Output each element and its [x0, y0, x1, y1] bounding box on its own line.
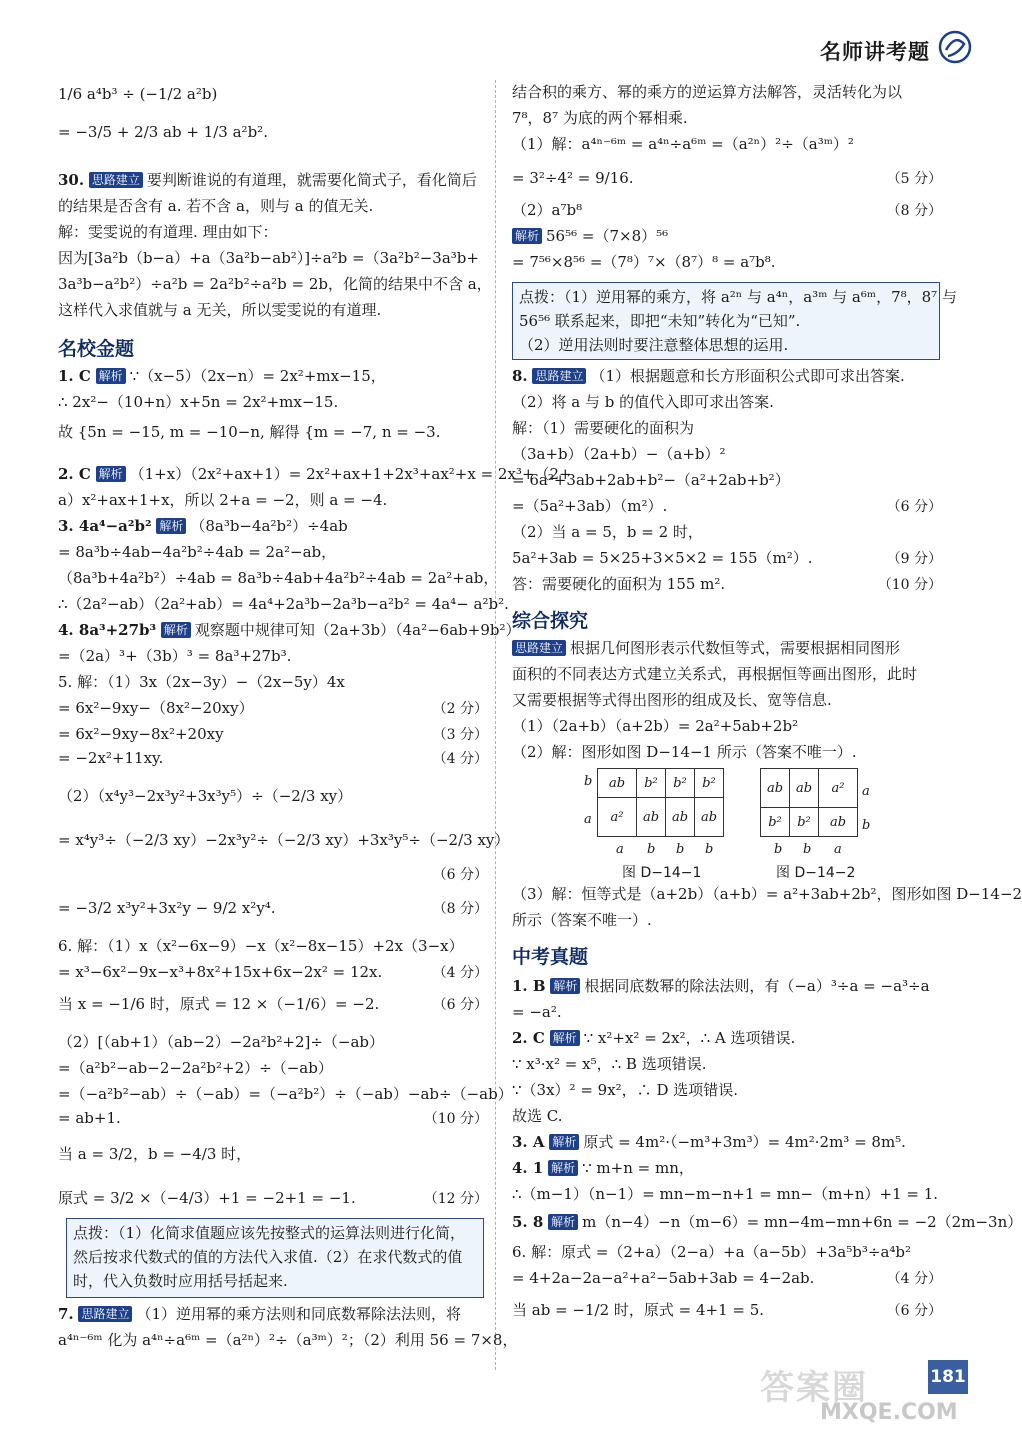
- side-label: b: [803, 842, 812, 857]
- jiexi-tag: 解析: [549, 1134, 579, 1150]
- answer-number: 3. A: [512, 1133, 545, 1151]
- text-line: = x⁴y³÷（−2/3 xy）−2x³y²÷（−2/3 xy）+3x³y⁵÷（−2/3 xy）: [58, 831, 510, 849]
- text: 根据同底数幂的除法法则，有（−a）³÷a = −a³÷a: [584, 977, 930, 995]
- text-line: 6. 解：原式 =（2+a）（2−a）+a（a−5b）+3a⁵b³÷a⁴b²: [512, 1243, 912, 1261]
- text-line: （8a³b+4a²b²）÷4ab = 8a³b÷4ab+4a²b²÷4ab = 2a²+ab，: [58, 569, 499, 587]
- grid-cell: ab: [761, 769, 790, 808]
- jiexi-tag: 解析: [512, 228, 542, 244]
- text-line: = ab+1.: [58, 1109, 121, 1127]
- question-7: [58, 1304, 488, 1324]
- text-line: 故 {5n = −15, m = −10−n, 解得 {m = −7, n = −3.: [58, 423, 441, 441]
- watermark-url: MXQE.COM: [820, 1400, 958, 1425]
- score: （6 分）: [886, 1303, 942, 1319]
- text-line: 又需要根据等式得出图形的组成及长、宽等信息.: [512, 691, 832, 709]
- text-line: 答：需要硬化的面积为 155 m².: [512, 575, 726, 593]
- text-line: = −2x²+11xy.: [58, 749, 164, 767]
- answer-number: 2. C: [58, 465, 91, 483]
- text: ∵ m+n = mn，: [582, 1159, 694, 1177]
- tip-box: [512, 282, 957, 360]
- swirl-logo-icon: [938, 30, 972, 64]
- text-line: （3）解：恒等式是（a+2b）（a+b）= a²+3ab+2b²，图形如图 D−14−2: [512, 885, 1022, 903]
- answer-number: 5. 8: [512, 1213, 544, 1231]
- text-line: 解：雯雯说的有道理. 理由如下：: [58, 223, 278, 241]
- text-line: （2）[（ab+1）（ab−2）−2a²b²+2]÷（−ab）: [58, 1033, 385, 1051]
- text-line: 当 x = −1/6 时，原式 = 12 ×（−1/6）= −2.: [58, 995, 380, 1013]
- text: 56⁵⁶ =（7×8）⁵⁶: [546, 227, 669, 245]
- score: （4 分）: [886, 1271, 942, 1287]
- answer-4: [58, 620, 521, 640]
- section-title-zonghe: 综合探究: [512, 610, 589, 632]
- tip-line: （2）逆用法则时要注意整体思想的运用.: [519, 336, 789, 354]
- jiexi-tag: 解析: [550, 1030, 580, 1046]
- text-line: ∵（3x）² = 9x²，∴ D 选项错误.: [512, 1081, 739, 1099]
- text-line: （2）解：图形如图 D−14−1 所示（答案不唯一）.: [512, 743, 857, 761]
- text-line: 故选 C.: [512, 1107, 563, 1125]
- text-line: 当 ab = −1/2 时，原式 = 4+1 = 5.: [512, 1301, 765, 1319]
- text-line: 因为[3a²b（b−a）+a（3a²b−ab²）]÷a²b =（3a²b²−3a³b+: [58, 249, 479, 267]
- text-line: 解：（1）需要硬化的面积为: [512, 419, 695, 437]
- side-label: b: [647, 842, 656, 857]
- grid-cell: ab: [598, 769, 637, 798]
- text-line: = x³−6x²−9x−x³+8x²+15x+6x−2x² = 12x.: [58, 963, 383, 981]
- score: （8 分）: [432, 901, 488, 917]
- answer-5: [512, 1212, 1022, 1232]
- side-label: a: [834, 842, 842, 857]
- silu-tag: 思路建立: [89, 172, 143, 188]
- area-grid: [760, 768, 858, 837]
- expr-line: 1/6 a⁴b³ ÷ (−1/2 a²b): [58, 85, 218, 103]
- text-line: a）x²+ax+1+x，所以 2+a = −2，则 a = −4.: [58, 491, 388, 509]
- tip-line: 56⁵⁶ 联系起来，即把“未知”转化为“已知”.: [519, 312, 801, 330]
- text: （1+x）（2x²+ax+1）= 2x²+ax+1+2x³+ax²+x = 2x³+（2+: [129, 465, 572, 483]
- answer-number: 1. C: [58, 367, 91, 385]
- text-line: 当 a = 3/2，b = −4/3 时，: [58, 1145, 252, 1163]
- text-line: （3a+b）（2a+b）−（a+b）²: [512, 445, 726, 463]
- text-line: 结合积的乘方、幂的乘方的逆运算方法解答，灵活转化为以: [512, 83, 903, 101]
- answer-number: 2. C: [512, 1029, 545, 1047]
- tip-line: 点拨：（1）化简求值题应该先按整式的运算法则进行化简，: [73, 1224, 466, 1242]
- score: （6 分）: [432, 997, 488, 1013]
- text-line: = −a².: [512, 1003, 562, 1021]
- text-line: =（−a²b²−ab）÷（−ab）=（−a²b²）÷（−ab）−ab÷（−ab）: [58, 1085, 513, 1103]
- text-line: 5. 解：（1）3x（2x−3y）−（2x−5y）4x: [58, 673, 345, 691]
- text-line: （2）a⁷b⁸: [512, 201, 583, 219]
- text: 观察题中规律可知（2a+3b）（4a²−6ab+9b²）: [194, 621, 521, 639]
- text-line: =（a²b²−ab−2−2a²b²+2）÷（−ab）: [58, 1059, 333, 1077]
- answer-1: [512, 976, 942, 996]
- figure-d-14-1: [597, 768, 724, 837]
- grid-cell: ab: [819, 808, 858, 837]
- question-30: [58, 170, 488, 190]
- score: （8 分）: [886, 203, 942, 219]
- grid-cell: b²: [666, 769, 695, 798]
- text: ∵（x−5）（2x−n）= 2x²+mx−15，: [129, 367, 386, 385]
- jiexi-tag: 解析: [161, 622, 191, 638]
- side-label: b: [705, 842, 714, 857]
- silu-tag: 思路建立: [532, 368, 586, 384]
- answer-number: 3. 4a⁴−a²b²: [58, 517, 152, 535]
- text-line: = 6x²−9xy−（8x²−20xy）: [58, 699, 254, 717]
- text-line: ∴ 2x²−（10+n）x+5n = 2x²+mx−15.: [58, 393, 339, 411]
- text-line: = 8a³b÷4ab−4a²b²÷4ab = 2a²−ab，: [58, 543, 337, 561]
- score: （10 分）: [877, 577, 942, 593]
- answer-number: 1. B: [512, 977, 546, 995]
- text-line: =（2a）³+（3b）³ = 8a³+27b³.: [58, 647, 292, 665]
- page-number: 181: [928, 1360, 968, 1394]
- text: 要判断谁说的有道理，就需要化简式子，看化简后: [146, 171, 477, 189]
- answer-4: [512, 1158, 942, 1178]
- expr-line: = −3/5 + 2/3 ab + 1/3 a²b².: [58, 123, 268, 141]
- text: 原式 = 4m²·（−m³+3m³）= 4m²·2m³ = 8m⁵.: [583, 1133, 906, 1151]
- jiexi-tag: 解析: [548, 1160, 578, 1176]
- jiexi-tag: 解析: [550, 978, 580, 994]
- text-line: （2）当 a = 5，b = 2 时，: [512, 523, 703, 541]
- text-line: 5a²+3ab = 5×25+3×5×2 = 155（m²）.: [512, 549, 813, 567]
- page-header: [0, 0, 1000, 78]
- side-label: a: [584, 812, 592, 827]
- tip-line: 然后按求代数式的值的方法代入求值.（2）在求代数式的值: [73, 1248, 463, 1266]
- text: （1）根据题意和长方形面积公式即可求出答案.: [590, 367, 905, 385]
- text-line: 的结果是否含有 a. 若不含 a，则与 a 的值无关.: [58, 197, 374, 215]
- text-line: = 3²÷4² = 9/16.: [512, 169, 634, 187]
- jiexi-tag: 解析: [548, 1214, 578, 1230]
- text-line: （1）（2a+b）（a+2b）= 2a²+5ab+2b²: [512, 717, 799, 735]
- text: （8a³b−4a²b²）÷4ab: [190, 517, 348, 535]
- side-label: a: [862, 784, 870, 799]
- side-label: b: [862, 818, 871, 833]
- answer-2: [58, 464, 572, 484]
- answer-3: [58, 516, 488, 536]
- header-title: 名师讲考题: [820, 40, 930, 64]
- tip-line: 点拨：（1）逆用幂的乘方，将 a²ⁿ 与 a⁴ⁿ，a³ᵐ 与 a⁶ᵐ，7⁸，8⁷ 与: [519, 288, 957, 306]
- text: m（n−4）−n（m−6）= mn−4m−mn+6n = −2（2m−3n）: [582, 1213, 1022, 1231]
- text-line: =（5a²+3ab）（m²）.: [512, 497, 668, 515]
- score: （6 分）: [432, 867, 488, 883]
- side-label: a: [616, 842, 624, 857]
- text-line: = 7⁵⁶×8⁵⁶ =（7⁸）⁷×（8⁷）⁸ = a⁷b⁸.: [512, 253, 776, 271]
- grid-cell: ab: [790, 769, 819, 808]
- text-line: （2）（x⁴y³−2x³y²+3x³y⁵）÷（−2/3 xy）: [58, 787, 353, 805]
- score: （9 分）: [886, 551, 942, 567]
- grid-cell: ab: [666, 798, 695, 837]
- answer-number: 4. 8a³+27b³: [58, 621, 157, 639]
- grid-cell: a²: [598, 798, 637, 837]
- answer-2: [512, 1028, 942, 1048]
- tip-box: [66, 1218, 484, 1298]
- question-8: [512, 366, 942, 386]
- text-line: 所示（答案不唯一）.: [512, 911, 652, 929]
- explain-line: [512, 226, 942, 246]
- figure-d-14-2: [760, 768, 858, 837]
- score: （4 分）: [432, 965, 488, 981]
- grid-cell: b²: [761, 808, 790, 837]
- grid-cell: b²: [790, 808, 819, 837]
- text-line: 原式 = 3/2 ×（−4/3）+1 = −2+1 = −1.: [58, 1189, 356, 1207]
- text-line: 面积的不同表达方式建立关系式，再根据恒等画出图形，此时: [512, 665, 918, 683]
- area-grid: [597, 768, 724, 837]
- text-line: （2）将 a 与 b 的值代入即可求出答案.: [512, 393, 774, 411]
- side-label: b: [774, 842, 783, 857]
- figure-caption: 图 D−14−2: [776, 865, 856, 881]
- column-divider: [495, 80, 496, 1370]
- question-number: 8.: [512, 367, 528, 385]
- grid-cell: ab: [637, 798, 666, 837]
- section-title-zhongkao: 中考真题: [512, 946, 589, 968]
- text-line: 3a³b−a²b²）÷a²b = 2a²b²÷a²b = 2b，化简的结果中不含 a，: [58, 275, 492, 293]
- text-line: 这样代入求值就与 a 无关，所以雯雯说的有道理.: [58, 301, 382, 319]
- text-line: ∴（2a²−ab）（2a²+ab）= 4a⁴+2a³b−2a³b−a²b² = 4a⁴− a²b².: [58, 595, 509, 613]
- grid-cell: ab: [695, 798, 724, 837]
- watermark: 答案圈: [760, 1368, 868, 1408]
- answer-1: [58, 366, 488, 386]
- text-line: ∴（m−1）（n−1）= mn−m−n+1 = mn−（m+n）+1 = 1.: [512, 1185, 939, 1203]
- text: 根据几何图形表示代数恒等式，需要根据相同图形: [570, 639, 901, 657]
- text-line: 6. 解：（1）x（x²−6x−9）−x（x²−8x−15）+2x（3−x）: [58, 937, 464, 955]
- score: （3 分）: [432, 727, 488, 743]
- jiexi-tag: 解析: [156, 518, 186, 534]
- right-column: [512, 72, 1022, 1372]
- text-line: = 6a²+3ab+2ab+b²−（a²+2ab+b²）: [512, 471, 790, 489]
- text-line: = −3/2 x³y²+3x²y − 9/2 x²y⁴.: [58, 899, 276, 917]
- text: ∵ x²+x² = 2x²，∴ A 选项错误.: [583, 1029, 796, 1047]
- silu-tag: 思路建立: [78, 1306, 132, 1322]
- text-line: 7⁸，8⁷ 为底的两个幂相乘.: [512, 109, 688, 127]
- score: （12 分）: [423, 1191, 488, 1207]
- answer-3: [512, 1132, 942, 1152]
- side-label: b: [584, 774, 593, 789]
- text-line: = 6x²−9xy−8x²+20xy: [58, 725, 224, 743]
- score: （6 分）: [886, 499, 942, 515]
- text-line: （1）解：a⁴ⁿ⁻⁶ᵐ = a⁴ⁿ÷a⁶ᵐ =（a²ⁿ）²÷（a³ᵐ）²: [512, 135, 854, 153]
- score: （5 分）: [886, 171, 942, 187]
- text: （1）逆用幂的乘方法则和同底数幂除法法则，将: [136, 1305, 462, 1323]
- grid-cell: b²: [637, 769, 666, 798]
- score: （4 分）: [432, 751, 488, 767]
- score: （2 分）: [432, 701, 488, 717]
- question-number: 7.: [58, 1305, 74, 1323]
- answer-number: 4. 1: [512, 1159, 544, 1177]
- explain-line: [512, 638, 942, 658]
- silu-tag: 思路建立: [512, 640, 566, 656]
- score: （10 分）: [423, 1111, 488, 1127]
- jiexi-tag: 解析: [96, 466, 126, 482]
- section-title-mingxiao: 名校金题: [58, 338, 135, 360]
- figure-caption: 图 D−14−1: [622, 865, 702, 881]
- text-line: ∵ x³·x² = x⁵，∴ B 选项错误.: [512, 1055, 707, 1073]
- grid-cell: b²: [695, 769, 724, 798]
- text-line: a⁴ⁿ⁻⁶ᵐ 化为 a⁴ⁿ÷a⁶ᵐ =（a²ⁿ）²÷（a³ᵐ）²；（2）利用 56 = 7×8，: [58, 1331, 518, 1349]
- tip-line: 时，代入负数时应用括号括起来.: [73, 1272, 288, 1290]
- grid-cell: a²: [819, 769, 858, 808]
- question-number: 30.: [58, 171, 85, 189]
- side-label: b: [676, 842, 685, 857]
- text-line: = 4+2a−2a−a²+a²−5ab+3ab = 4−2ab.: [512, 1269, 815, 1287]
- jiexi-tag: 解析: [96, 368, 126, 384]
